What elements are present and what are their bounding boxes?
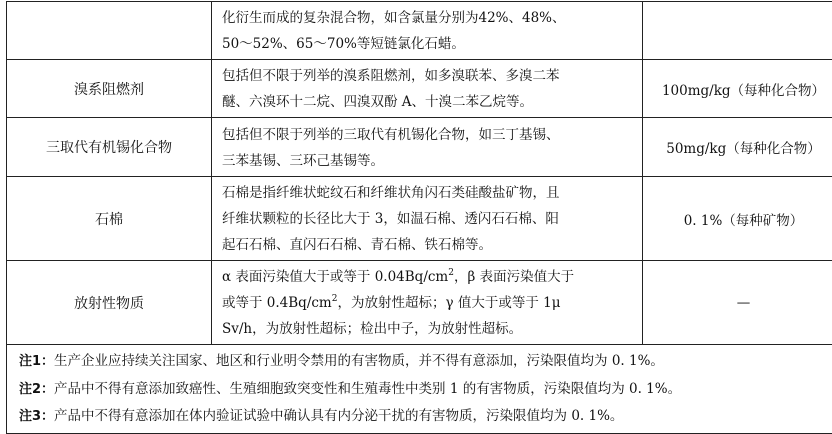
table-row — [7, 60, 832, 118]
description-line: 包括但不限于列举的溴系阻燃剂，如多溴联苯、多溴二苯 — [222, 63, 636, 89]
note-line: 注1：生产企业应持续关注国家、地区和行业明令禁用的有害物质，并不得有意添加，污染限值均为 0. 1%。 — [19, 348, 832, 376]
note-line: 注2：产品中不得有意添加致癌性、生殖细胞致突变性和生殖毒性中类别 1 的有害物质，污染限值均为 0. 1%。 — [19, 376, 832, 404]
description-cell — [212, 177, 643, 261]
description-line: Sv/h，为放射性超标；检出中子，为放射性超标。 — [222, 316, 636, 342]
superscript: 2 — [332, 294, 338, 304]
hazardous-substances-table — [6, 1, 832, 434]
description-cell — [212, 60, 643, 118]
table-row — [7, 2, 832, 60]
description-line: 包括但不限于列举的三取代有机锡化合物，如三丁基锡、 — [222, 122, 636, 148]
table-row — [7, 261, 832, 345]
note-label: 注2： — [19, 382, 54, 397]
description-cell — [212, 261, 643, 345]
notes-row — [7, 345, 832, 434]
description-line: 50～52%、65～70%等短链氯化石蜡。 — [222, 31, 636, 57]
substance-cell: 石棉 — [7, 177, 212, 261]
description-cell — [212, 118, 643, 177]
limit-cell: — — [643, 261, 832, 345]
limit-cell: 0. 1%（每种矿物） — [643, 177, 832, 261]
limit-cell: 100mg/kg（每种化合物） — [643, 60, 832, 118]
note-label: 注3： — [19, 409, 54, 424]
description-cell — [212, 2, 643, 60]
description-line: 石棉是指纤维状蛇纹石和纤维状角闪石类硅酸盐矿物，且 — [222, 180, 636, 206]
substance-cell: 三取代有机锡化合物 — [7, 118, 212, 177]
limit-cell: 50mg/kg（每种化合物） — [643, 118, 832, 177]
substance-cell — [7, 2, 212, 60]
table-row — [7, 118, 832, 177]
description-line: 起石石棉、直闪石石棉、青石棉、铁石棉等。 — [222, 232, 636, 258]
description-line: 醚、六溴环十二烷、四溴双酚 A、十溴二苯乙烷等。 — [222, 89, 636, 115]
description-line: 三苯基锡、三环己基锡等。 — [222, 148, 636, 174]
description-line: α 表面污染值大于或等于 $0.04Bq/cm^2$，β 表面污染值大于 — [222, 264, 636, 290]
note-label: 注1： — [19, 354, 54, 369]
description-line: 纤维状颗粒的长径比大于 3，如温石棉、透闪石石棉、阳 — [222, 206, 636, 232]
table-row — [7, 177, 832, 261]
substance-cell: 溴系阻燃剂 — [7, 60, 212, 118]
description-line: 化衍生而成的复杂混合物，如含氯量分别为42%、48%、 — [222, 5, 636, 31]
limit-cell — [643, 2, 832, 60]
description-line: 或等于 $0.4Bq/cm^2$，为放射性超标；γ 值大于或等于 1μ — [222, 290, 636, 316]
superscript: 2 — [448, 268, 454, 278]
substance-cell: 放射性物质 — [7, 261, 212, 345]
notes-cell — [7, 345, 832, 434]
note-line: 注3：产品中不得有意添加在体内验证试验中确认具有内分泌干扰的有害物质，污染限值均为 0. 1%。 — [19, 403, 832, 431]
